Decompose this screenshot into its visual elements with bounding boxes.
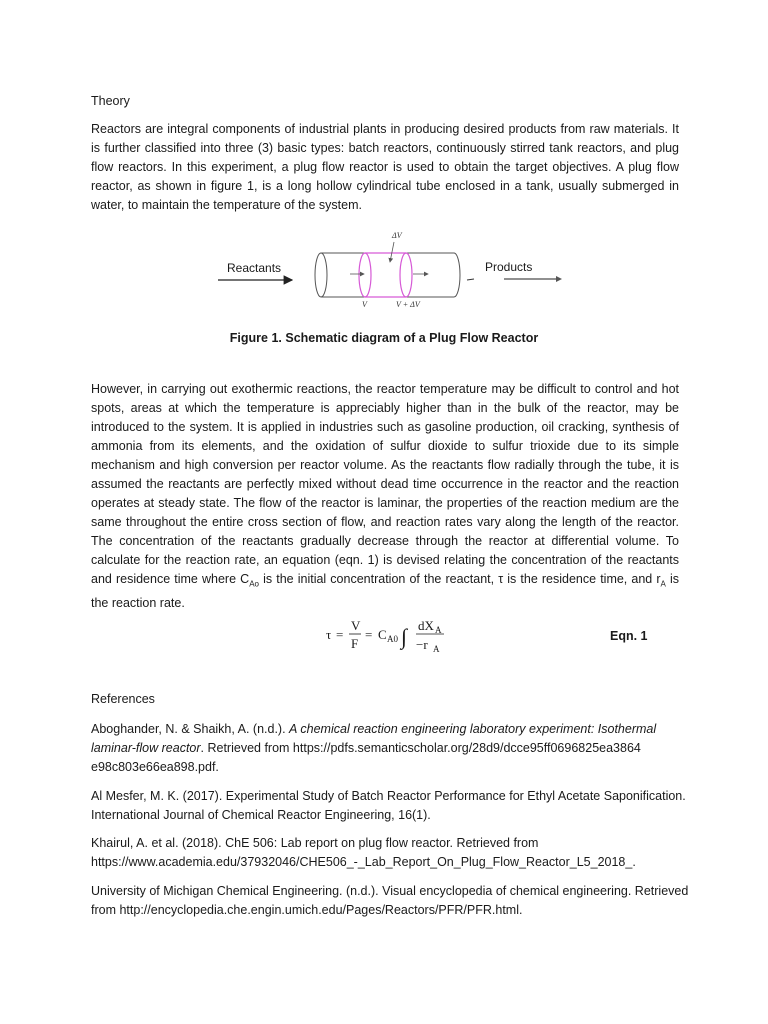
plug-flow-reactor-diagram bbox=[210, 228, 570, 314]
svg-text:dX: dX bbox=[418, 618, 434, 633]
svg-text:A0: A0 bbox=[387, 634, 398, 644]
body-paragraph: However, in carrying out exothermic reactions, the reactor temperature may be difficult to control and hot spots, areas at which the temperature is appreciably higher than in the bulk of the reactor, may be introduced to the system. It is applied in industries such as gasoline production, oil cracking, synthesis of ammonia from its elements, and the oxidation of sulfur dioxide to sulfur trioxide due to its simple mechanism and high conversion per reactor volume. As the reactants flow radially through the tube, it is assumed the reactants are perfectly mixed without dead time occurrence in the reactor and the reaction operates at steady state. The flow of the reactor is laminar, the properties of the reaction medium are the same throughout the entire cross section of flow, and reaction rates vary along the length of the reactor. The concentration of the reactants gradually decrease through the reactor at differential volume. To calculate for the reaction rate, an equation (eqn. 1) is devised relating the concentration of the reactants and residence time where $C_{Ao}$ is the initial concentration of the reactant, τ is the residence time, and $r_A$ is the reaction rate. bbox=[91, 382, 680, 610]
reference-item: Al Mesfer, M. K. (2017). Experimental Study of Batch Reactor Performance for Ethyl Acetate Saponification. International Journal of Chemical Reactor Engineering, 16(1). bbox=[91, 789, 686, 822]
svg-text:=: = bbox=[365, 627, 373, 642]
reactants-label: Reactants bbox=[227, 261, 282, 275]
svg-text:V: V bbox=[351, 618, 361, 633]
intro-paragraph: Reactors are integral components of industrial plants in producing desired products from raw materials. It is further classified into three (3) basic types: batch reactors, continuously stirred tank reactors, and plug flow reactors. In this experiment, a plug flow reactor is used to obtain the target objectives. A plug flow reactor, as shown in figure 1, is a long hollow cylindrical tube enclosed in a tank, usually submerged in water, to maintain the temperature of the system. bbox=[91, 122, 679, 212]
v-plus-delta-label: V + ΔV bbox=[396, 300, 420, 309]
v-label: V bbox=[362, 300, 367, 309]
reference-item: Aboghander, N. & Shaikh, A. (n.d.). A chemical reaction engineering laboratory experiment: Isothermal laminar-flow reactor. Retrieved from https://pdfs.semanticscholar.org/28d9/dcce95ff0696825ea3864 e98c803e66ea898.pdf. bbox=[91, 722, 657, 774]
differential-volume-slice bbox=[359, 253, 412, 297]
svg-text:τ: τ bbox=[326, 627, 332, 642]
references-heading: References bbox=[91, 692, 155, 706]
svg-text:A: A bbox=[433, 644, 440, 654]
delta-v-label: ΔV bbox=[392, 231, 402, 240]
residence-time-equation bbox=[320, 615, 470, 655]
delta-v-pointer bbox=[390, 242, 394, 262]
figure-caption: Figure 1. Schematic diagram of a Plug Flow Reactor bbox=[229, 331, 539, 345]
svg-text:F: F bbox=[351, 636, 359, 651]
products-label: Products bbox=[485, 260, 533, 274]
svg-text:−r: −r bbox=[416, 637, 428, 652]
svg-text:=: = bbox=[336, 627, 344, 642]
equation-label: Eqn. 1 bbox=[610, 629, 648, 643]
outlet-dash bbox=[467, 279, 474, 280]
svg-text:C: C bbox=[378, 627, 387, 642]
theory-heading: Theory bbox=[91, 94, 130, 108]
reference-item: University of Michigan Chemical Engineering. (n.d.). Visual encyclopedia of chemical engineering. Retrieved from http://encyclopedia.che.engin.umich.edu/Pages/Reactors/PFR/PFR.html. bbox=[91, 884, 689, 917]
svg-text:∫: ∫ bbox=[401, 624, 408, 649]
reference-item: Khairul, A. et al. (2018). ChE 506: Lab report on plug flow reactor. Retrieved from https://www.academia.edu/37932046/CHE506_-_Lab_Report_On_Plug_Flow_Reactor_L5_2018_. bbox=[91, 836, 636, 869]
reactor-tube bbox=[315, 253, 460, 297]
svg-text:A: A bbox=[435, 625, 442, 635]
